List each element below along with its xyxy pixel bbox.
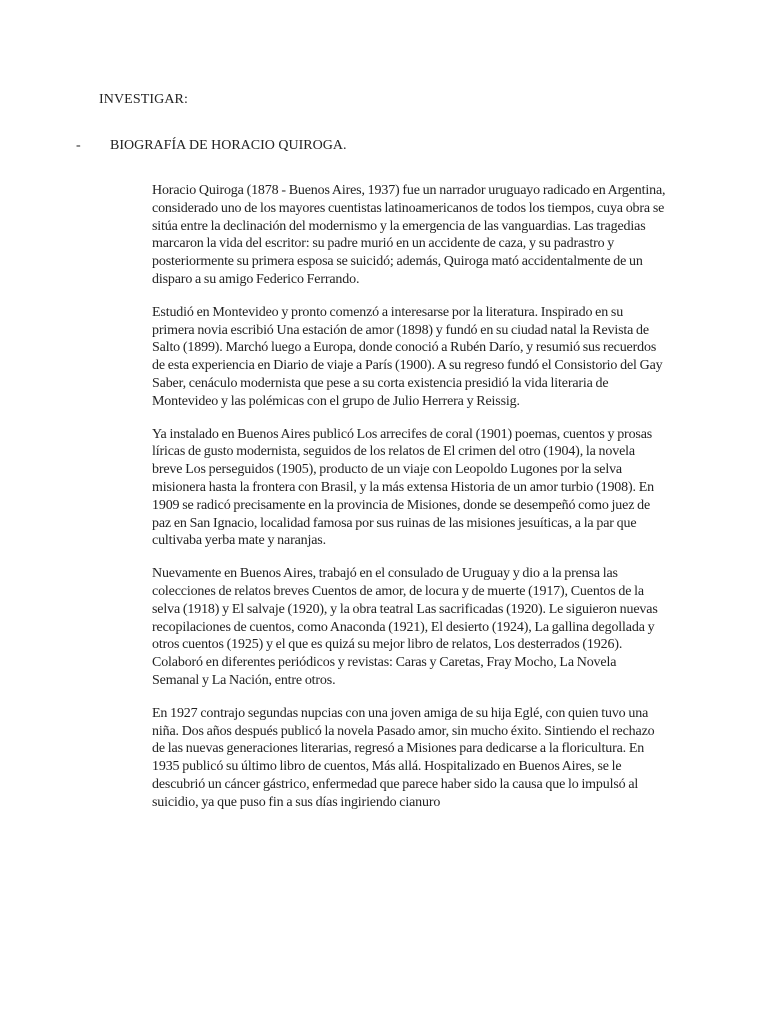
page-heading: INVESTIGAR: xyxy=(99,92,188,107)
bullet-item xyxy=(0,138,768,158)
paragraph-3: Ya instalado en Buenos Aires publicó Los arrecifes de coral (1901) poemas, cuentos y prosas líricas de gusto modernista, seguidos de los relatos de El crimen del otro (1904), la novela breve Los perseguidos (1905), producto de un viaje con Leopoldo Lugones por la selva misionera hasta la frontera con Brasil, y la más extensa Historia de un amor turbio (1908). En 1909 se radicó precisamente en la provincia de Misiones, donde se desempeñó como juez de paz en San Ignacio, localidad famosa por sus ruinas de las misiones jesuíticas, a la par que cultivaba yerba mate y naranjas. xyxy=(152,426,654,549)
paragraph-2: Estudió en Montevideo y pronto comenzó a interesarse por la literatura. Inspirado en su primera novia escribió Una estación de amor (1898) y fundó en su ciudad natal la Revista de Salto (1899). Marchó luego a Europa, donde conoció a Rubén Darío, y resumió sus recuerdos de esta experiencia en Diario de viaje a París (1900). A su regreso fundó el Consistorio del Gay Saber, cenáculo modernista que pese a su corta existencia presidió la vida literaria de Montevideo y las polémicas con el grupo de Julio Herrera y Reissig. xyxy=(152,304,663,409)
section-title: BIOGRAFÍA DE HORACIO QUIROGA. xyxy=(110,138,347,153)
bullet-marker: - xyxy=(76,138,81,153)
paragraph-5: En 1927 contrajo segundas nupcias con una joven amiga de su hija Eglé, con quien tuvo una niña. Dos años después publicó la novela Pasado amor, sin mucho éxito. Sintiendo el rechazo de las nuevas generaciones literarias, regresó a Misiones para dedicarse a la floricultura. En 1935 publicó su último libro de cuentos, Más allá. Hospitalizado en Buenos Aires, se le descubrió un cáncer gástrico, enfermedad que parece haber sido la causa que lo impulsó al suicidio, ya que puso fin a sus días ingiriendo cianuro xyxy=(152,705,655,810)
paragraph-4: Nuevamente en Buenos Aires, trabajó en el consulado de Uruguay y dio a la prensa las colecciones de relatos breves Cuentos de amor, de locura y de muerte (1917), Cuentos de la selva (1918) y El salvaje (1920), y la obra teatral Las sacrificadas (1920). Le siguieron nuevas recopilaciones de cuentos, como Anaconda (1921), El desierto (1924), La gallina degollada y otros cuentos (1925) y el que es quizá su mejor libro de relatos, Los desterrados (1926). Colaboró en diferentes periódicos y revistas: Caras y Caretas, Fray Mocho, La Novela Semanal y La Nación, entre otros. xyxy=(152,566,658,688)
paragraph-1: Horacio Quiroga (1878 - Buenos Aires, 1937) fue un narrador uruguayo radicado en Argentina, considerado uno de los mayores cuentistas latinoamericanos de todos los tiempos, cuya obra se sitúa entre la declinación del modernismo y la emergencia de las vanguardias. Las tragedias marcaron la vida del escritor: su padre murió en un accidente de caza, y su padrastro y posteriormente su primera esposa se suicidó; además, Quiroga mató accidentalmente de un disparo a su amigo Federico Ferrando. xyxy=(152,183,666,287)
biography-body xyxy=(152,182,666,827)
